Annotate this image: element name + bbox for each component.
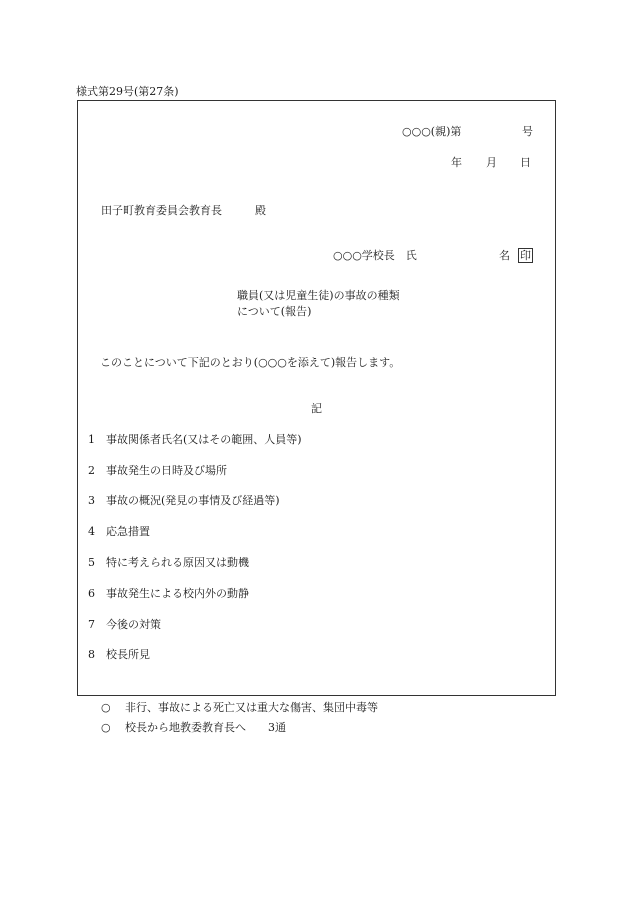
list-item xyxy=(88,588,249,599)
item-number: 1 xyxy=(88,433,95,446)
note-item xyxy=(101,702,378,713)
sender-title: ○○○学校長 氏 xyxy=(333,249,417,262)
note-text: 校長から地教委教育長へ 3通 xyxy=(125,721,286,734)
reference-number-suffix: 号 xyxy=(522,125,533,138)
form-number: 様式第29号(第27条) xyxy=(76,85,179,98)
list-item xyxy=(88,465,227,476)
item-text: 事故発生による校内外の動静 xyxy=(106,587,249,600)
subject-line-2: について(報告) xyxy=(237,305,312,318)
addressee-honorific: 殿 xyxy=(255,204,266,217)
item-text: 特に考えられる原因又は動機 xyxy=(106,556,249,569)
list-item xyxy=(88,495,280,506)
circle-bullet-icon: ○ xyxy=(101,701,111,714)
item-number: 8 xyxy=(88,648,95,661)
body-text: このことについて下記のとおり(○○○を添えて)報告します。 xyxy=(100,356,401,369)
list-item xyxy=(88,619,161,630)
item-text: 事故の概況(発見の事情及び経過等) xyxy=(106,494,280,507)
circle-bullet-icon: ○ xyxy=(101,721,111,734)
item-text: 応急措置 xyxy=(106,525,150,538)
date-day-label: 日 xyxy=(520,156,531,169)
item-number: 3 xyxy=(88,494,95,507)
form-box xyxy=(77,100,556,696)
reference-number: ○○○(親)第 xyxy=(402,125,462,138)
addressee: 田子町教育委員会教育長 xyxy=(101,204,222,217)
list-item xyxy=(88,649,150,660)
item-text: 校長所見 xyxy=(106,648,150,661)
date-month-label: 月 xyxy=(486,156,497,169)
item-number: 5 xyxy=(88,556,95,569)
item-number: 7 xyxy=(88,618,95,631)
item-text: 事故発生の日時及び場所 xyxy=(106,464,227,477)
item-number: 4 xyxy=(88,525,95,538)
item-text: 今後の対策 xyxy=(106,618,161,631)
sender-name-label: 名 xyxy=(499,249,510,262)
ki-heading: 記 xyxy=(311,402,322,415)
seal-mark: 印 xyxy=(520,249,531,262)
list-item xyxy=(88,434,302,445)
note-text: 非行、事故による死亡又は重大な傷害、集団中毒等 xyxy=(125,701,378,714)
item-number: 2 xyxy=(88,464,95,477)
date-year-label: 年 xyxy=(451,156,462,169)
list-item xyxy=(88,526,150,537)
item-text: 事故関係者氏名(又はその範囲、人員等) xyxy=(106,433,302,446)
list-item xyxy=(88,557,249,568)
subject-line-1: 職員(又は児童生徒)の事故の種類 xyxy=(237,289,400,302)
item-number: 6 xyxy=(88,587,95,600)
note-item xyxy=(101,722,286,733)
